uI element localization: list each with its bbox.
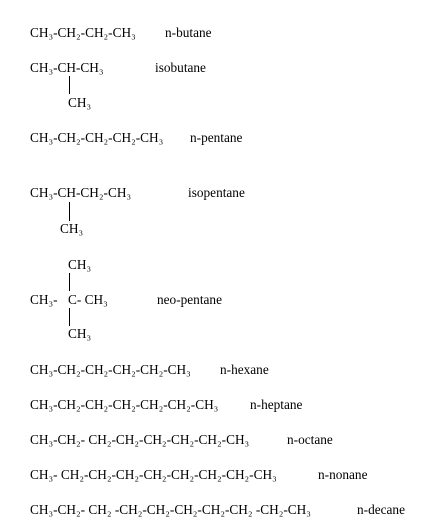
pentane-name: n-pentane (190, 130, 243, 145)
octane-name: n-octane (287, 432, 333, 447)
neopentane-bottom-bond (69, 308, 70, 326)
neopentane-top-bond (69, 273, 70, 291)
isopentane-name: isopentane (188, 185, 245, 200)
nonane-name: n-nonane (318, 467, 368, 482)
nonane-formula: CH₃- CH₂-CH₂-CH₂-CH₂-CH₂-CH₂-CH₂-CH₃ (30, 467, 277, 482)
decane-name: n-decane (357, 502, 405, 517)
isopentane-formula: CH₃-CH-CH₂-CH₃ (30, 185, 132, 200)
hexane-formula: CH₃-CH₂-CH₂-CH₂-CH₂-CH₃ (30, 362, 191, 377)
isobutane-name: isobutane (155, 60, 206, 75)
hexane-name: n-hexane (220, 362, 269, 377)
decane-formula: CH₃-CH₂- CH₂ -CH₂-CH₂-CH₂-CH₂-CH₂ -CH₂-CH₃ (30, 502, 311, 517)
heptane-formula: CH₃-CH₂-CH₂-CH₂-CH₂-CH₂-CH₃ (30, 397, 219, 412)
isopentane-bond (69, 202, 70, 221)
octane-formula: CH₃-CH₂- CH₂-CH₂-CH₂-CH₂-CH₂-CH₃ (30, 432, 250, 447)
neopentane-bottom: CH₃ (68, 326, 92, 341)
neopentane-top: CH₃ (68, 257, 92, 272)
neopentane-center: C- CH₃ (68, 292, 108, 307)
isobutane-bond (69, 76, 70, 94)
heptane-name: n-heptane (250, 397, 303, 412)
isobutane-branch: CH₃ (68, 95, 92, 110)
isobutane-formula: CH₃-CH-CH₃ (30, 60, 104, 75)
butane-formula: CH₃-CH₂-CH₂-CH₃ (30, 25, 136, 40)
neopentane-name: neo-pentane (157, 292, 222, 307)
pentane-formula: CH₃-CH₂-CH₂-CH₂-CH₃ (30, 130, 164, 145)
neopentane-left: CH₃- (30, 292, 58, 307)
isopentane-branch: CH₃ (60, 221, 84, 236)
butane-name: n-butane (165, 25, 212, 40)
